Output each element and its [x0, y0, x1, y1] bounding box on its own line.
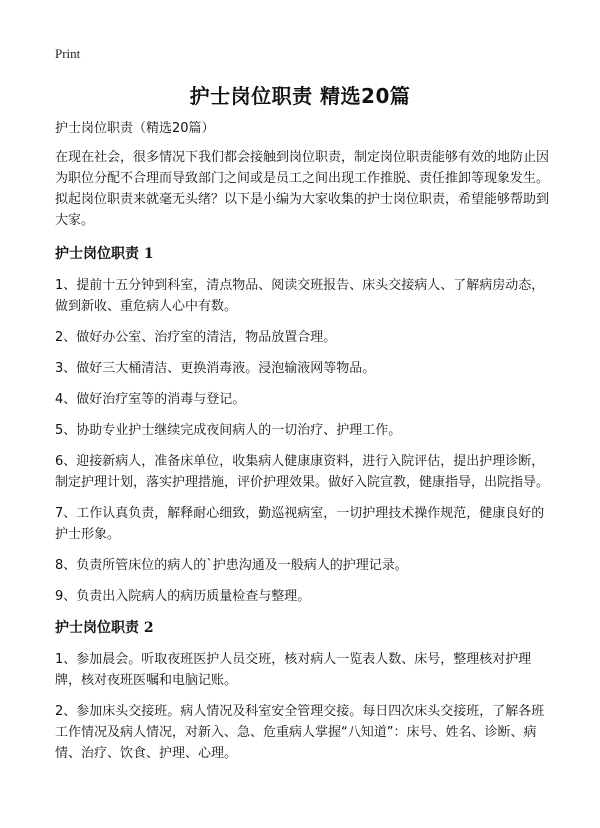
list-item: 3、做好三大桶清洁、更换消毒液。浸泡输液网等物品。	[55, 361, 376, 376]
list-item: 2、做好办公室、治疗室的清洁，物品放置合理。	[55, 330, 337, 345]
list-item: 9、负责出入院病人的病历质量检查与整理。	[55, 589, 311, 604]
document-title: 护士岗位职责 精选20篇	[189, 84, 411, 108]
list-item: 5、协助专业护士继续完成夜间病人的一切治疗、护理工作。	[55, 423, 402, 438]
list-item: 2、参加床头交接班。病人情况及科室安全管理交接。每日四次床头交接班，了解各班工作情况及病人情况，对新入、急、危重病人掌握“八知道”：床号、姓名、诊断、病情、治疗、饮食、护理、心理。	[55, 704, 545, 761]
list-item: 4、做好治疗室等的消毒与登记。	[55, 392, 246, 407]
intro-paragraph: 在现在社会，很多情况下我们都会接触到岗位职责，制定岗位职责能够有效的地防止因为职位分配不合理而导致部门之间或是员工之间出现工作推脱、责任推卸等现象发生。拟起岗位职责来就毫无头绪？以下是小编为大家收集的护士岗位职责，希望能够帮助到大家。	[55, 150, 550, 228]
list-item: 6、迎接新病人，准备床单位，收集病人健康康资料，进行入院评估，提出护理诊断，制定护理计划，落实护理措施，评价护理效果。做好入院宣教，健康指导，出院指导。	[55, 454, 550, 490]
list-item: 8、负责所管床位的病人的`护患沟通及一般病人的护理记录。	[55, 558, 408, 573]
list-item: 1、提前十五分钟到科室，清点物品、阅读交班报告、床头交接病人、了解病房动态，做到新收、重危病人心中有数。	[55, 278, 545, 314]
section-heading-2: 护士岗位职责 2	[55, 620, 154, 636]
section-heading-1: 护士岗位职责 1	[55, 246, 154, 262]
list-item: 1、参加晨会。听取夜班医护人员交班，核对病人一览表人数、床号，整理核对护理牌，核对夜班医嘱和电脑记账。	[55, 652, 532, 688]
document-subtitle: 护士岗位职责（精选20篇）	[55, 121, 215, 136]
document-body	[55, 118, 550, 774]
print-label: Print	[55, 46, 81, 61]
list-item: 7、工作认真负责，解释耐心细致，勤巡视病室，一切护理技术操作规范，健康良好的护士形象。	[55, 506, 545, 542]
